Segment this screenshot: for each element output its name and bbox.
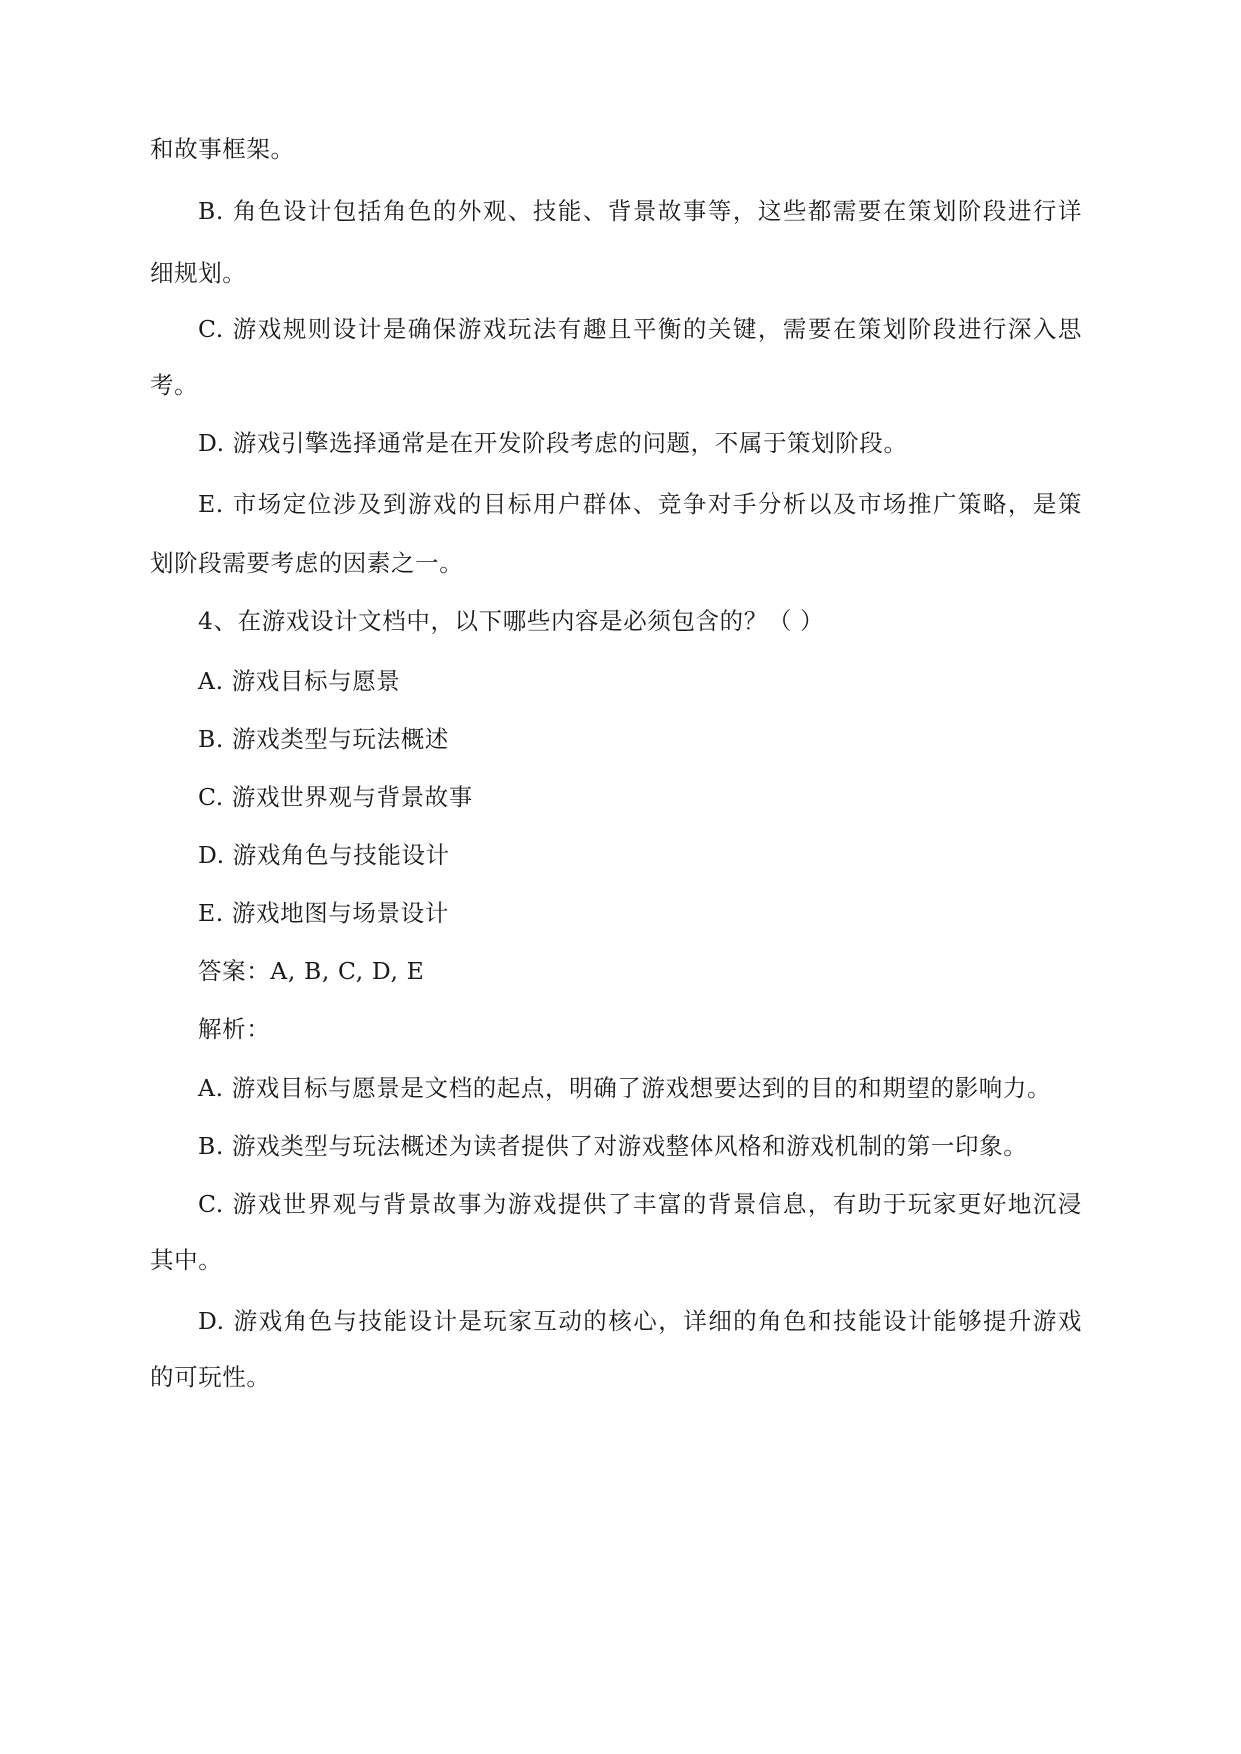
text-line: 和故事框架。 [150, 135, 295, 163]
option-c: C. 游戏世界观与背景故事 [198, 783, 473, 811]
text-line: 其中。 [150, 1246, 223, 1274]
text-line: C. 游戏规则设计是确保游戏玩法有趣且平衡的关键，需要在策划阶段进行深入思 [198, 315, 1082, 343]
text-line: 考。 [150, 371, 199, 399]
text-line: A. 游戏目标与愿景是文档的起点，明确了游戏想要达到的目的和期望的影响力。 [198, 1074, 1052, 1102]
answer-line: 答案：A, B, C, D, E [198, 957, 425, 985]
text-line: B. 角色设计包括角色的外观、技能、背景故事等，这些都需要在策划阶段进行详 [198, 197, 1082, 225]
option-e: E. 游戏地图与场景设计 [198, 899, 449, 927]
text-line: B. 游戏类型与玩法概述为读者提供了对游戏整体风格和游戏机制的第一印象。 [198, 1132, 1028, 1160]
text-line: E. 市场定位涉及到游戏的目标用户群体、竞争对手分析以及市场推广策略，是策 [198, 490, 1082, 518]
text-line: 细规划。 [150, 259, 247, 287]
text-line: 划阶段需要考虑的因素之一。 [150, 549, 464, 577]
text-line: C. 游戏世界观与背景故事为游戏提供了丰富的背景信息，有助于玩家更好地沉浸 [198, 1190, 1082, 1218]
analysis-heading: 解析： [198, 1015, 271, 1043]
text-line: D. 游戏角色与技能设计是玩家互动的核心，详细的角色和技能设计能够提升游戏 [198, 1307, 1082, 1335]
option-d: D. 游戏角色与技能设计 [198, 841, 450, 869]
text-line: D. 游戏引擎选择通常是在开发阶段考虑的问题，不属于策划阶段。 [198, 429, 908, 457]
option-a: A. 游戏目标与愿景 [198, 667, 401, 695]
question-title: 4、在游戏设计文档中，以下哪些内容是必须包含的？（ ） [198, 607, 825, 635]
option-b: B. 游戏类型与玩法概述 [198, 725, 449, 753]
text-line: 的可玩性。 [150, 1363, 271, 1391]
